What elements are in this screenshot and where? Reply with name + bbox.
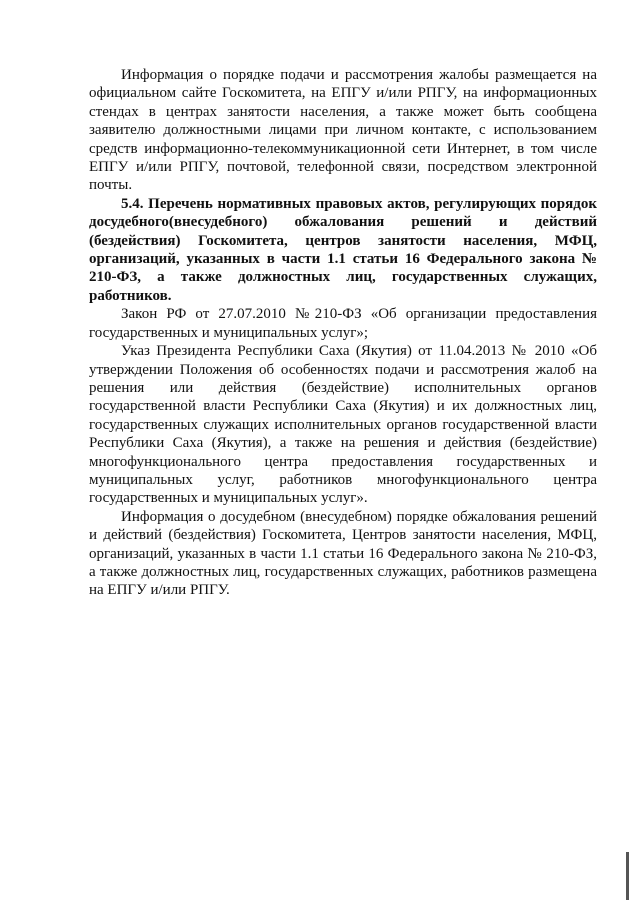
paragraph-presidential-decree: Указ Президента Республики Саха (Якутия) от 11.04.2013 № 2010 «Об утверждении Положения об особенностях подачи и рассмотрения жалоб на решения или действия (бездействие) исполнительных органов государственной власти Республики Саха (Якутия) и их должностных лиц, государственных служащих исполнительных органов государственной власти Республики Саха (Якутия), а также на решения и действия (бездействие) многофункционального центра предоставления государственных и муниципальных услуг, работников многофункционального центра государственных и муниципальных услуг». xyxy=(89,343,597,507)
paragraph-pretrial-info: Информация о досудебном (внесудебном) порядке обжалования решений и действий (бездействия) Госкомитета, Центров занятости населения, МФЦ, организаций, указанных в части 1.1 статьи 16 Федерального закона № 210-ФЗ, а также должностных лиц, государственных служащих, работников размещена на ЕПГУ и/или РПГУ. xyxy=(89,508,597,599)
section-heading-5-4: 5.4. Перечень нормативных правовых актов, регулирующих порядок досудебного(внесудебного) обжалования решений и действий (бездействия) Госкомитета, центров занятости населения, МФЦ, организаций, указанных в части 1.1 статьи 16 Федерального закона № 210-ФЗ, а также должностных лиц, государственных служащих, работников. xyxy=(89,195,597,304)
paragraph-complaint-info: Информация о порядке подачи и рассмотрения жалобы размещается на официальном сайте Госкомитета, на ЕПГУ и/или РПГУ, на информационных стендах в центрах занятости населения, а также может быть сообщена заявителю должностными лицами при личном контакте, с использованием средств информационно-телекоммуникационной сети Интернет, в том числе ЕПГУ и/или РПГУ, почтовой, телефонной связи, посредством электронной почты. xyxy=(89,67,597,194)
paragraph-federal-law: Закон РФ от 27.07.2010 №210-ФЗ «Об организации предоставления государственных и муниципальных услуг»; xyxy=(89,306,597,341)
document-body xyxy=(89,66,597,600)
scan-edge-mark xyxy=(626,852,629,900)
